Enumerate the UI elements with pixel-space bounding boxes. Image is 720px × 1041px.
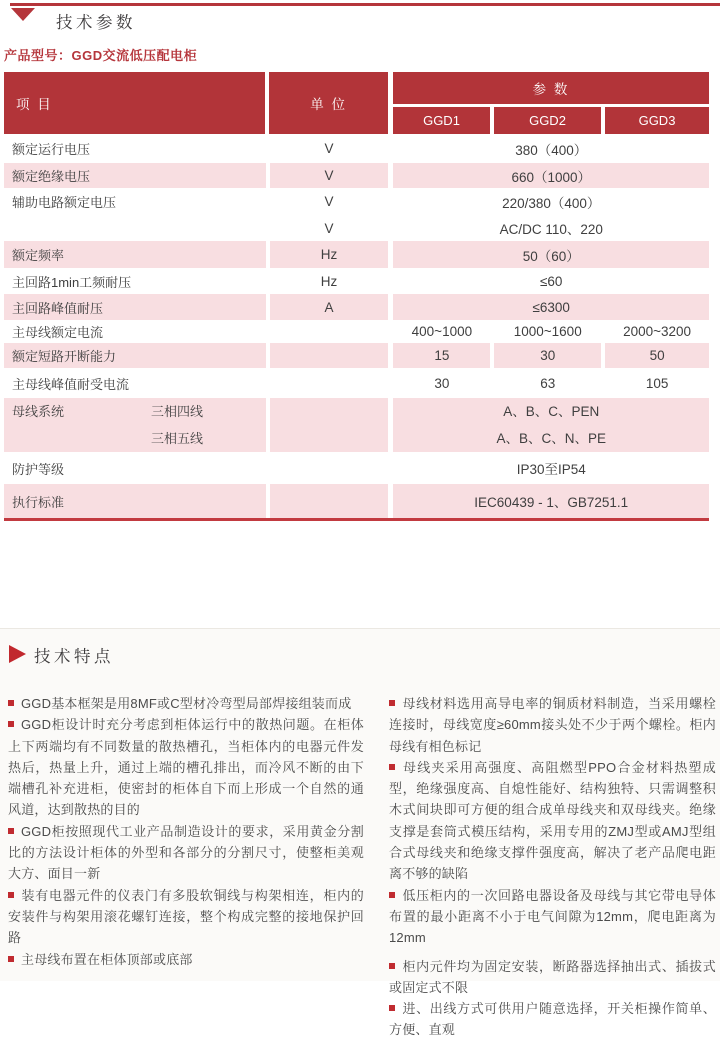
table-row bbox=[4, 484, 709, 518]
table-bottom-rule bbox=[4, 518, 709, 521]
model-value-ggd2: 63 bbox=[540, 375, 556, 391]
feature-text: GGD基本框架是用8MF或C型材冷弯型局部焊接组装而成 bbox=[21, 696, 352, 711]
busbar-row bbox=[4, 398, 709, 452]
header-item: 项 目 bbox=[4, 72, 265, 134]
feature-text: 柜内元件均为固定安装，断路器选择抽出式、插拔式或固定式不限 bbox=[389, 958, 716, 995]
row-label: 辅助电路额定电压 bbox=[12, 195, 117, 210]
table-row bbox=[4, 134, 709, 163]
row-value: 380（400） bbox=[515, 142, 588, 158]
busbar-sublabels bbox=[151, 398, 203, 452]
row-label: 主回路峰值耐压 bbox=[4, 294, 266, 320]
feature-item bbox=[389, 693, 716, 757]
row-unit bbox=[270, 343, 389, 368]
row-unit: V bbox=[270, 163, 389, 188]
table-row bbox=[4, 241, 709, 268]
row-unit bbox=[270, 452, 389, 484]
bullet-square-icon bbox=[8, 721, 14, 727]
header-model-ggd1: GGD1 bbox=[393, 107, 490, 134]
section-title-tech-params: 技术参数 bbox=[56, 14, 136, 32]
bullet-square-icon bbox=[8, 828, 14, 834]
table-row bbox=[4, 320, 709, 343]
bullet-square-icon bbox=[8, 892, 14, 898]
row-unit: Hz bbox=[320, 273, 338, 289]
model-value-ggd3: 2000~3200 bbox=[623, 324, 692, 339]
feature-text: 装有电器元件的仪表门有多股软铜线与构架相连，柜内的安装件与构架用滚花螺钉连接，整个构成完整的接地保护回路 bbox=[8, 887, 364, 946]
table-row bbox=[4, 343, 709, 368]
row-unit: V bbox=[324, 220, 334, 236]
row-label: 防护等级 bbox=[12, 461, 65, 477]
row-label: 主回路1min工频耐压 bbox=[12, 274, 132, 290]
row-value: ≤6300 bbox=[393, 294, 709, 320]
row-value: 660（1000） bbox=[393, 163, 709, 188]
row-unit: A bbox=[270, 294, 389, 320]
table-row bbox=[4, 163, 709, 188]
row-label: 主母线峰值耐受电流 bbox=[12, 376, 130, 392]
row-value: ≤60 bbox=[540, 273, 563, 289]
header-params-group bbox=[393, 72, 709, 134]
feature-text: GGD柜按照现代工业产品制造设计的要求，采用黄金分割比的方法设计柜体的外型和各部分的分割尺寸，使整柜美观大方、面目一新 bbox=[8, 823, 364, 882]
header-unit: 单 位 bbox=[269, 72, 388, 134]
feature-text: 主母线布置在柜体顶部或底部 bbox=[21, 951, 193, 967]
row-label: 执行标准 bbox=[4, 484, 266, 518]
bullet-square-icon bbox=[8, 956, 14, 962]
row-value: AC/DC 110、220 bbox=[499, 222, 603, 237]
feature-item bbox=[389, 757, 716, 885]
busbar-label-cell bbox=[4, 398, 266, 452]
section-title-tech-features: 技术特点 bbox=[34, 648, 114, 666]
table-row bbox=[4, 188, 709, 215]
bullet-square-icon bbox=[389, 764, 395, 770]
feature-item bbox=[8, 949, 364, 970]
feature-text: 母线材料选用高导电率的铜质材料制造，当采用螺栓连接时，母线宽度≥60mm接头处不少于两个螺栓。柜内母线有相色标记 bbox=[389, 696, 716, 754]
model-value-ggd1: 15 bbox=[393, 343, 490, 368]
model-value-ggd1: 400~1000 bbox=[411, 324, 473, 339]
busbar-sublabel: 三相五线 bbox=[151, 431, 204, 446]
model-value-ggd2: 1000~1600 bbox=[513, 324, 582, 339]
model-value-ggd3: 50 bbox=[605, 343, 709, 368]
table-row bbox=[4, 268, 709, 294]
bullet-square-icon bbox=[389, 892, 395, 898]
features-left-column bbox=[8, 693, 364, 970]
feature-item bbox=[389, 998, 716, 1041]
feature-text: 进、出线方式可供用户随意选择，开关柜操作简单、方便、直观 bbox=[389, 1001, 716, 1038]
busbar-sublabel: 三相四线 bbox=[151, 404, 204, 419]
header-model-ggd3: GGD3 bbox=[605, 107, 709, 134]
row-unit bbox=[270, 320, 389, 343]
row-label bbox=[4, 215, 266, 241]
bullet-square-icon bbox=[389, 963, 395, 969]
feature-item bbox=[8, 821, 364, 885]
model-value-ggd1: 30 bbox=[434, 375, 450, 391]
header-models bbox=[393, 107, 709, 134]
table-row bbox=[4, 452, 709, 484]
bullet-square-icon bbox=[389, 700, 395, 706]
table-header bbox=[4, 72, 709, 134]
bullet-square-icon bbox=[8, 700, 14, 706]
busbar-label: 母线系统 bbox=[12, 404, 65, 419]
section-marker-down-icon bbox=[11, 8, 35, 21]
top-rule bbox=[10, 3, 720, 6]
row-value: IEC60439 - 1、GB7251.1 bbox=[393, 484, 709, 518]
feature-text: 母线夹采用高强度、高阻燃型PPO合金材料热塑成型，绝缘强度高、自熄性能好、结构独特、只需调整积木式间块即可方便的组合成单母线夹和双母线夹。绝缘支撑是套筒式模压结构，采用专用的ZMJ型或AMJ型组合式母线夹和绝缘支撑件强度高，解决了老产品爬电距离不够的缺陷 bbox=[389, 759, 716, 882]
row-label: 主母线额定电流 bbox=[12, 325, 104, 340]
row-value: 220/380（400） bbox=[502, 195, 601, 211]
row-unit: V bbox=[324, 141, 334, 156]
feature-item bbox=[8, 885, 364, 949]
row-unit: Hz bbox=[270, 241, 389, 268]
feature-item bbox=[8, 714, 364, 820]
row-label: 额定短路开断能力 bbox=[4, 343, 266, 368]
feature-item bbox=[389, 956, 716, 999]
row-unit bbox=[270, 368, 389, 398]
table-row bbox=[4, 294, 709, 320]
table-row bbox=[4, 368, 709, 398]
feature-item bbox=[8, 693, 364, 714]
row-unit bbox=[270, 484, 389, 518]
feature-item bbox=[389, 885, 716, 949]
row-unit: V bbox=[324, 194, 334, 209]
features-right-column bbox=[389, 693, 716, 1041]
model-value-ggd3: 105 bbox=[645, 375, 669, 391]
bullet-square-icon bbox=[389, 1005, 395, 1011]
row-label: 额定频率 bbox=[4, 241, 266, 268]
model-value-ggd2: 30 bbox=[494, 343, 601, 368]
row-unit bbox=[270, 398, 389, 452]
row-value: 50（60） bbox=[393, 241, 709, 268]
product-model-label: 产品型号：GGD交流低压配电柜 bbox=[4, 48, 198, 63]
header-params: 参 数 bbox=[393, 72, 709, 104]
row-value: IP30至IP54 bbox=[516, 462, 586, 477]
feature-text: GGD柜设计时充分考虑到柜体运行中的散热问题。在柜体上下两端均有不同数量的散热槽孔，当柜体内的电器元件发热后，热量上升，通过上端的槽孔排出，而冷风不断的由下端槽孔补充进柜，使密封的柜体自下而上形成一个自然的通风道，达到散热的目的 bbox=[8, 717, 364, 818]
busbar-value: A、B、C、N、PE bbox=[496, 431, 606, 446]
header-model-ggd2: GGD2 bbox=[494, 107, 601, 134]
feature-text: 低压柜内的一次回路电器设备及母线与其它带电导体布置的最小距离不小于电气间隙为12mm，爬电距离为12mm bbox=[389, 887, 716, 946]
busbar-value: A、B、C、PEN bbox=[503, 404, 600, 419]
features-section bbox=[0, 628, 720, 1038]
row-label: 额定运行电压 bbox=[12, 142, 91, 157]
section-marker-right-icon bbox=[9, 645, 26, 663]
table-row bbox=[4, 215, 709, 241]
row-label: 额定绝缘电压 bbox=[4, 163, 266, 188]
params-table bbox=[4, 72, 709, 521]
busbar-values bbox=[393, 398, 709, 452]
